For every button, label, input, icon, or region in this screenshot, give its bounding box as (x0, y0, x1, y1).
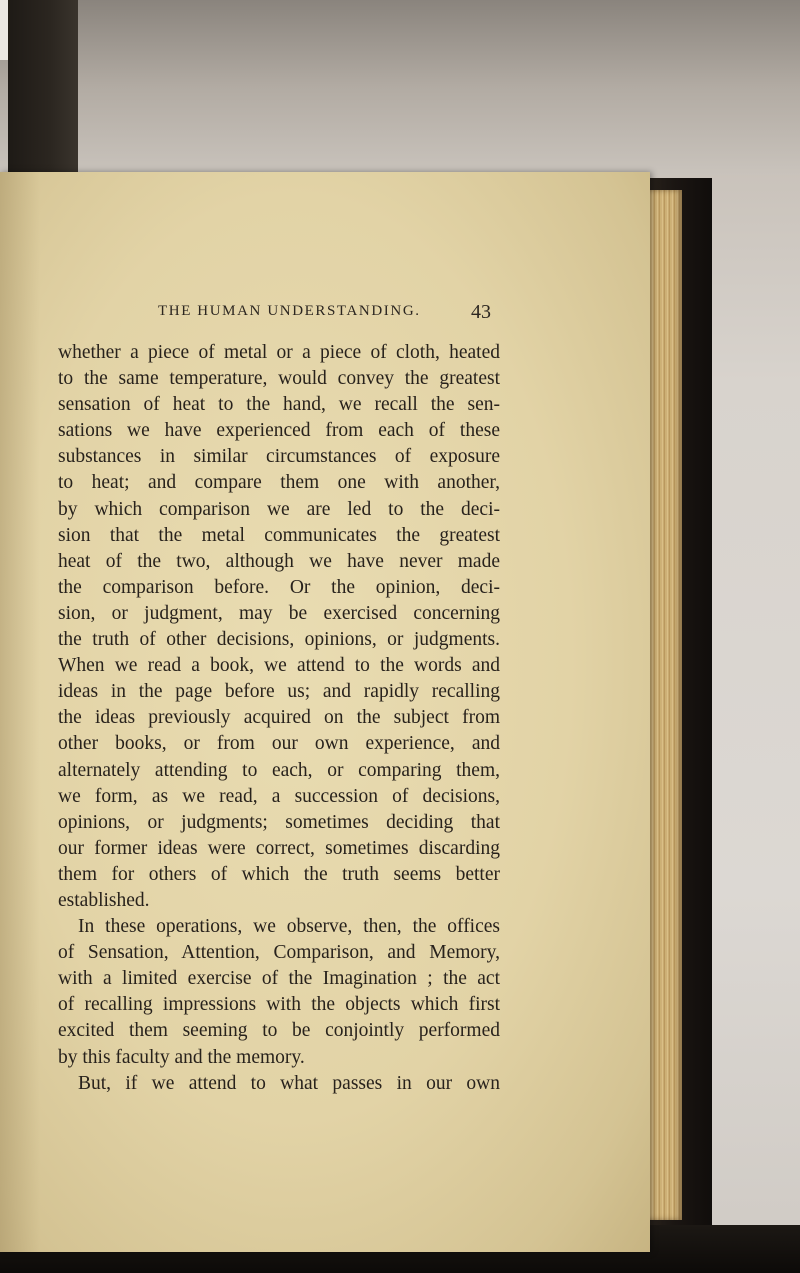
text-line: we form, as we read, a succession of decisions, (58, 785, 500, 807)
body-text (58, 340, 500, 1097)
text-line: But, if we attend to what passes in our own (78, 1072, 500, 1094)
page-edges (646, 190, 682, 1220)
text-line: the comparison before. Or the opinion, deci- (58, 576, 500, 598)
text-line: In these operations, we observe, then, the offices (78, 916, 500, 938)
text-line: sion that the metal communicates the greatest (58, 524, 500, 546)
text-line: When we read a book, we attend to the words and (58, 655, 500, 677)
text-line: sion, or judgment, may be exercised concerning (58, 602, 500, 624)
text-line: them for others of which the truth seems better (58, 863, 500, 885)
left-book-binding (8, 0, 78, 178)
text-line: to heat; and compare them one with another, (58, 472, 500, 494)
text-line: with a limited exercise of the Imagination ; the act (58, 968, 500, 990)
text-line: sensation of heat to the hand, we recall the sen- (58, 394, 500, 416)
text-line: sations we have experienced from each of these (58, 420, 500, 442)
text-line: whether a piece of metal or a piece of cloth, heated (58, 342, 500, 363)
background-shadow (0, 0, 800, 175)
text-line: of Sensation, Attention, Comparison, and Memory, (58, 942, 500, 964)
text-line: our former ideas were correct, sometimes discarding (58, 837, 500, 859)
text-line: alternately attending to each, or comparing them, (58, 759, 500, 781)
text-line: by which comparison we are led to the deci- (58, 498, 500, 520)
text-line: to the same temperature, would convey the greatest (58, 368, 500, 390)
text-line: of recalling impressions with the objects which first (58, 994, 500, 1016)
text-line: other books, or from our own experience, and (58, 733, 500, 755)
text-line: substances in similar circumstances of exposure (58, 446, 500, 468)
running-head: THE HUMAN UNDERSTANDING. (158, 303, 421, 319)
page-number: 43 (471, 301, 491, 323)
text-line: the truth of other decisions, opinions, or judgments. (58, 629, 500, 651)
text-line: the ideas previously acquired on the subject from (58, 707, 500, 729)
text-line: excited them seeming to be conjointly performed (58, 1020, 500, 1042)
text-line: opinions, or judgments; sometimes deciding that (58, 811, 500, 833)
text-line: heat of the two, although we have never made (58, 550, 500, 572)
page-header (0, 303, 800, 327)
text-line: ideas in the page before us; and rapidly recalling (58, 681, 500, 703)
text-line: by this faculty and the memory. (58, 1046, 305, 1068)
text-line: established. (58, 889, 150, 911)
